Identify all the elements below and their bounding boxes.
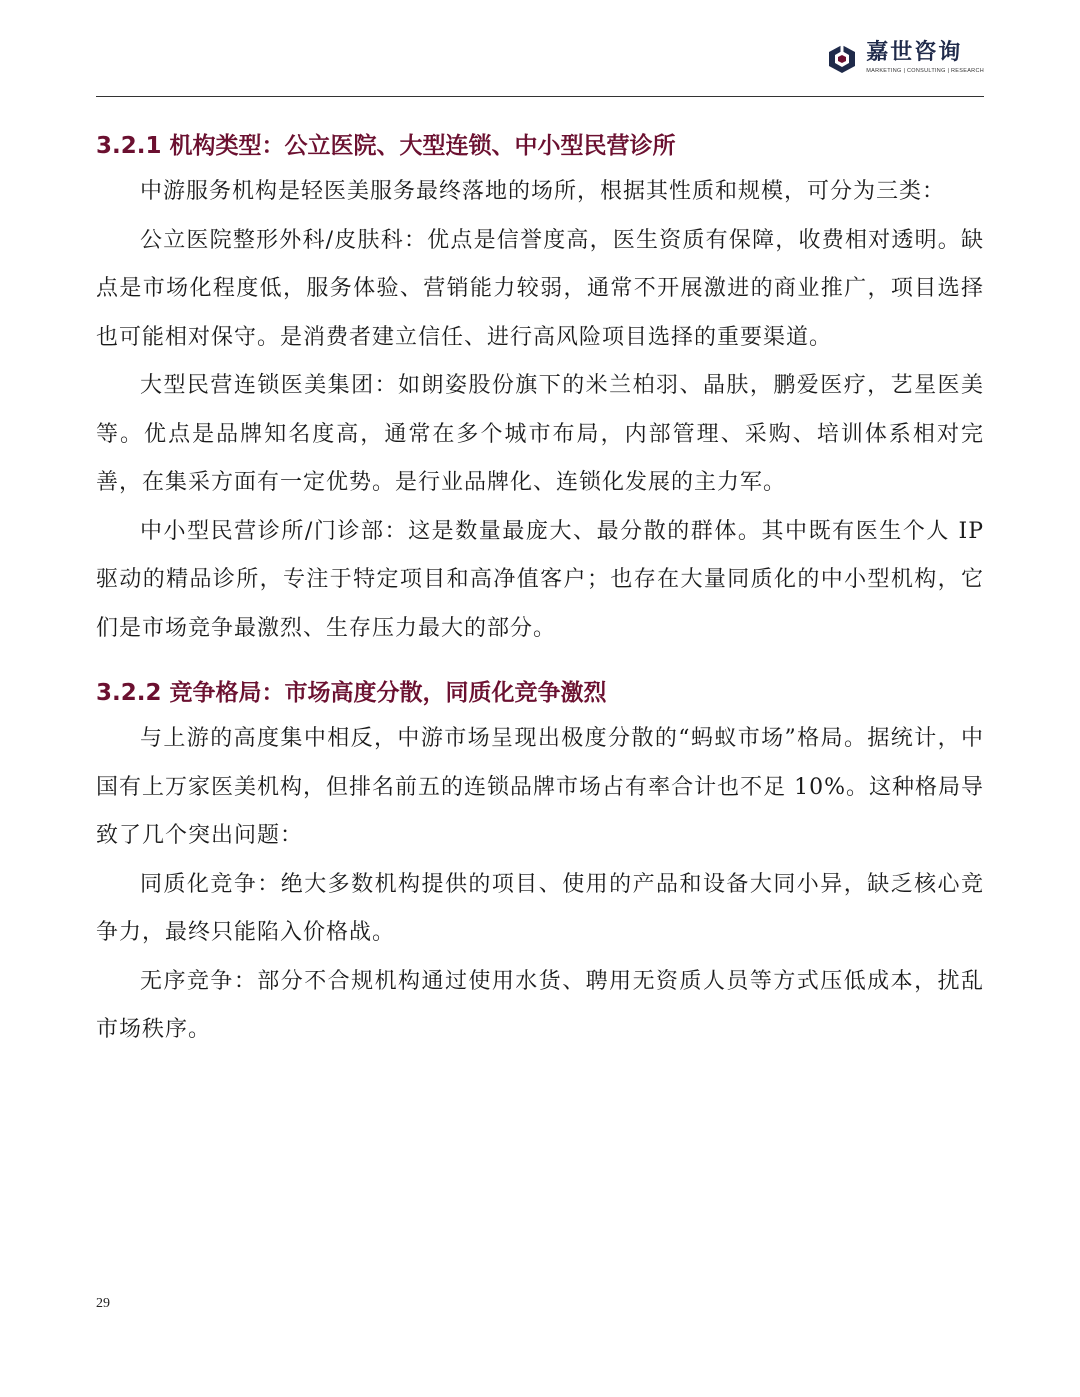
paragraph: 中小型民营诊所/门诊部：这是数量最庞大、最分散的群体。其中既有医生个人 IP 驱动的精品诊所，专注于特定项目和高净值客户；也存在大量同质化的中小型机构，它们是市场竞争最激烈、生存压力最大的部分。 xyxy=(96,518,984,641)
paragraph: 同质化竞争：绝大多数机构提供的项目、使用的产品和设备大同小异，缺乏核心竞争力，最终只能陷入价格战。 xyxy=(96,871,984,945)
logo-tagline: MARKETING | CONSULTING | RESEARCH xyxy=(866,68,984,74)
paragraph: 中游服务机构是轻医美服务最终落地的场所，根据其性质和规模，可分为三类： xyxy=(140,179,946,204)
paragraph: 无序竞争：部分不合规机构通过使用水货、聘用无资质人员等方式压低成本，扰乱市场秩序。 xyxy=(96,968,984,1042)
page-number: 29 xyxy=(96,1296,110,1311)
page-header xyxy=(96,0,984,97)
paragraph: 公立医院整形外科/皮肤科：优点是信誉度高，医生资质有保障，收费相对透明。缺点是市场化程度低，服务体验、营销能力较弱，通常不开展激进的商业推广，项目选择也可能相对保守。是消费者建立信任、进行高风险项目选择的重要渠道。 xyxy=(96,227,984,350)
section-heading-3-2-1: 3.2.1 机构类型：公立医院、大型连锁、中小型民营诊所 xyxy=(96,133,676,159)
page-body xyxy=(96,124,984,1055)
company-logo xyxy=(826,40,984,74)
section-heading-3-2-2: 3.2.2 竞争格局：市场高度分散，同质化竞争激烈 xyxy=(96,680,607,706)
logo-name: 嘉世咨询 xyxy=(866,40,963,65)
paragraph: 大型民营连锁医美集团：如朗姿股份旗下的米兰柏羽、晶肤，鹏爱医疗，艺星医美等。优点是品牌知名度高，通常在多个城市布局，内部管理、采购、培训体系相对完善，在集采方面有一定优势。是行业品牌化、连锁化发展的主力军。 xyxy=(96,373,984,495)
paragraph: 与上游的高度集中相反，中游市场呈现出极度分散的“蚂蚁市场”格局。据统计，中国有上万家医美机构，但排名前五的连锁品牌市场占有率合计也不足 10%。这种格局导致了几个突出问题： xyxy=(96,726,984,848)
logo-mark-icon xyxy=(826,44,858,74)
